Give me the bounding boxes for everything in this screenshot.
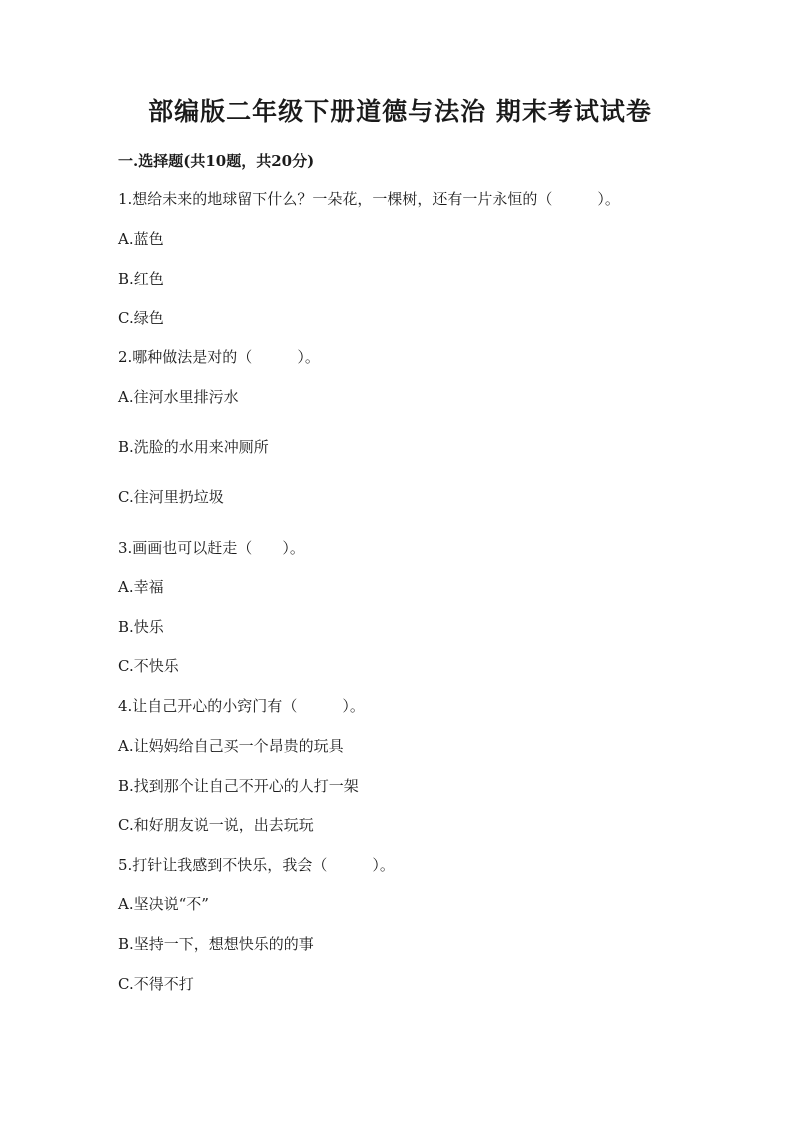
answer-option: B.坚持一下，想想快乐的的事 bbox=[118, 935, 314, 953]
answer-option: C.和好朋友说一说，出去玩玩 bbox=[118, 816, 314, 834]
answer-option: A.让妈妈给自己买一个昂贵的玩具 bbox=[118, 737, 344, 755]
page-title: 部编版二年级下册道德与法治 期末考试试卷 bbox=[148, 97, 652, 126]
answer-option: C.绿色 bbox=[118, 309, 164, 327]
answer-option: A.幸福 bbox=[118, 578, 164, 596]
question-stem: 2.哪种做法是对的（ ）。 bbox=[118, 348, 320, 366]
answer-option: B.洗脸的水用来冲厕所 bbox=[118, 438, 269, 456]
answer-option: C.不快乐 bbox=[118, 657, 179, 675]
answer-option: C.不得不打 bbox=[118, 975, 194, 993]
answer-option: A.坚决说“不” bbox=[118, 895, 209, 913]
answer-option: A.往河水里排污水 bbox=[118, 388, 239, 406]
question-stem: 3.画画也可以赶走（ ）。 bbox=[118, 539, 305, 557]
answer-option: C.往河里扔垃圾 bbox=[118, 488, 224, 506]
question-stem: 5.打针让我感到不快乐，我会（ ）。 bbox=[118, 856, 395, 874]
question-stem: 4.让自己开心的小窍门有（ ）。 bbox=[118, 697, 365, 715]
answer-option: B.红色 bbox=[118, 270, 164, 288]
answer-option: B.快乐 bbox=[118, 618, 164, 636]
answer-option: B.找到那个让自己不开心的人打一架 bbox=[118, 777, 359, 795]
section-heading: 一.选择题(共10题，共20分) bbox=[118, 152, 315, 170]
answer-option: A.蓝色 bbox=[118, 230, 164, 248]
question-stem: 1.想给未来的地球留下什么？一朵花，一棵树，还有一片永恒的（ ）。 bbox=[118, 190, 620, 208]
